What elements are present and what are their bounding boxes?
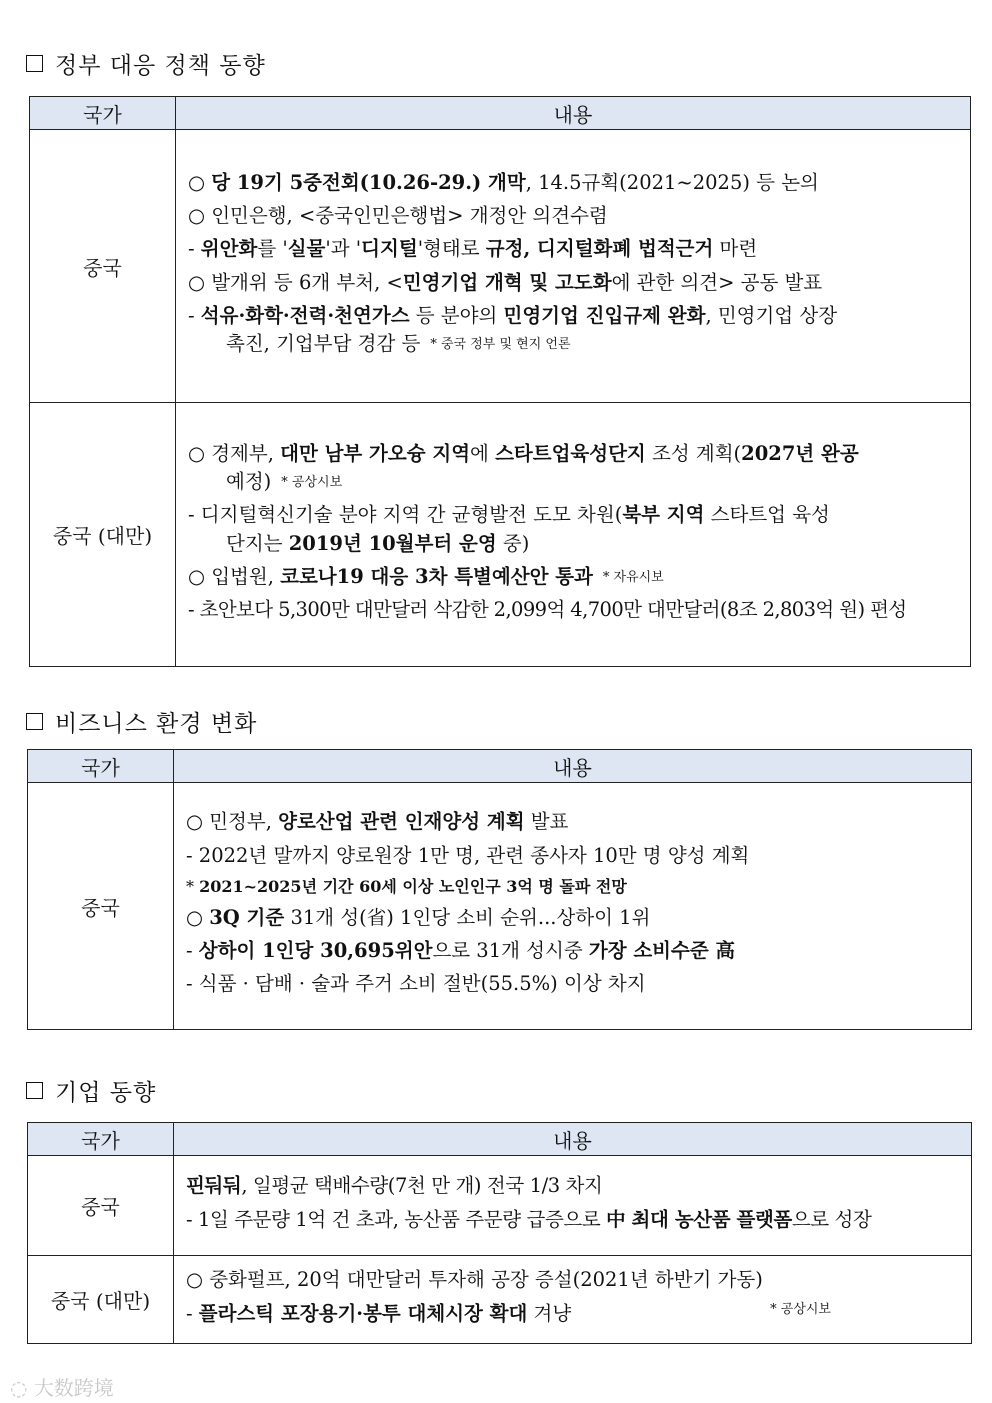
content-line: - 1일 주문량 1억 건 초과, 농산품 주문량 급증으로 中 최대 농산품 플랫폼으로 성장: [186, 1207, 872, 1231]
section-title-policy: [26, 47, 266, 80]
content-line: ○ 중화펄프, 20억 대만달러 투자해 공장 증설(2021년 하반기 가동): [186, 1268, 763, 1292]
content-line: - 플라스틱 포장용기·봉투 대체시장 확대 겨냥 * 공상시보: [186, 1301, 831, 1325]
content-line: 핀둬둬, 일평균 택배수량(7천 만 개) 전국 1/3 차지: [186, 1174, 603, 1198]
table-row: [28, 1256, 972, 1344]
content-line: - 위안화를 '실물'과 '디지털'형태로 규정, 디지털화폐 법적근거 마련: [188, 237, 758, 261]
content-line: - 초안보다 5,300만 대만달러 삭감한 2,099억 4,700만 대만달러(8조 2,803억 원) 편성: [188, 598, 907, 622]
content-line: - 석유·화학·전력·천연가스 등 분야의 민영기업 진입규제 완화, 민영기업 상장: [188, 303, 838, 327]
content-line: - 상하이 1인당 30,695위안으로 31개 성시중 가장 소비수준 高: [186, 938, 735, 962]
content-line: ○ 입법원, 코로나19 대응 3차 특별예산안 통과 * 자유시보: [188, 564, 664, 588]
header-content: 내용: [174, 750, 972, 783]
section-title-text: 정부 대응 정책 동향: [55, 53, 266, 79]
country-cell: 중국: [28, 1156, 174, 1256]
content-cell: [174, 1156, 972, 1256]
table-row: [30, 403, 971, 667]
table-row: [28, 783, 972, 1030]
content-line: 촉진, 기업부담 경감 등 * 중국 정부 및 현지 언론: [226, 332, 571, 356]
section-title-text: 비즈니스 환경 변화: [55, 711, 258, 737]
content-line: - 2022년 말까지 양로원장 1만 명, 관련 종사자 10만 명 양성 계획: [186, 843, 750, 867]
footnote: * 공상시보: [281, 474, 343, 490]
table-row: [28, 1156, 972, 1256]
content-line: 예정) * 공상시보: [226, 469, 343, 493]
content-line: ○ 민정부, 양로산업 관련 인재양성 계획 발표: [186, 810, 569, 834]
content-line: ○ 인민은행, <중국인민은행법> 개정안 의견수렴: [188, 203, 608, 227]
content-line: ○ 당 19기 5중전회(10.26-29.) 개막, 14.5규획(2021~2025) 등 논의: [188, 170, 819, 194]
table-header-row: [30, 97, 971, 130]
content-cell: [176, 403, 971, 667]
table-header-row: [28, 750, 972, 783]
section-title-text: 기업 동향: [55, 1080, 157, 1106]
footnote: * 자유시보: [602, 569, 664, 585]
table-header-row: [28, 1123, 972, 1156]
footnote: * 중국 정부 및 현지 언론: [430, 336, 571, 352]
watermark-logo-icon: ◌: [10, 1376, 28, 1400]
header-country: 국가: [28, 750, 174, 783]
content-line: 단지는 2019년 10월부터 운영 중): [226, 531, 530, 555]
enterprise-table: [27, 1122, 972, 1344]
country-cell: 중국: [28, 783, 174, 1030]
header-content: 내용: [174, 1123, 972, 1156]
business-table: [27, 749, 972, 1030]
header-content: 내용: [176, 97, 971, 130]
content-cell: [176, 130, 971, 403]
country-cell: 중국: [30, 130, 176, 403]
policy-table: [29, 96, 971, 667]
footnote: * 공상시보: [770, 1301, 831, 1317]
content-line: ○ 발개위 등 6개 부처, <민영기업 개혁 및 고도화에 관한 의견> 공동 발표: [188, 270, 823, 294]
checkbox-square-icon: [26, 55, 43, 72]
watermark: [10, 1372, 114, 1401]
content-line: - 식품 · 담배 · 술과 주거 소비 절반(55.5%) 이상 차지: [186, 972, 646, 996]
content-line: * 2021~2025년 기간 60세 이상 노인인구 3억 명 돌파 전망: [186, 877, 627, 897]
table-row: [30, 130, 971, 403]
country-cell: 중국 (대만): [30, 403, 176, 667]
watermark-text: 大数跨境: [33, 1376, 114, 1400]
country-cell: 중국 (대만): [28, 1256, 174, 1344]
content-line: ○ 경제부, 대만 남부 가오슝 지역에 스타트업육성단지 조성 계획(2027년 완공: [188, 441, 859, 465]
content-cell: [174, 1256, 972, 1344]
content-cell: [174, 783, 972, 1030]
header-country: 국가: [30, 97, 176, 130]
content-line: - 디지털혁신기술 분야 지역 간 균형발전 도모 차원(북부 지역 스타트업 육성: [188, 503, 830, 527]
header-country: 국가: [28, 1123, 174, 1156]
section-title-business: [26, 705, 257, 738]
content-line: ○ 3Q 기준 31개 성(省) 1인당 소비 순위...상하이 1위: [186, 905, 651, 929]
checkbox-square-icon: [26, 713, 43, 730]
section-title-enterprise: [26, 1074, 156, 1107]
checkbox-square-icon: [26, 1082, 43, 1099]
